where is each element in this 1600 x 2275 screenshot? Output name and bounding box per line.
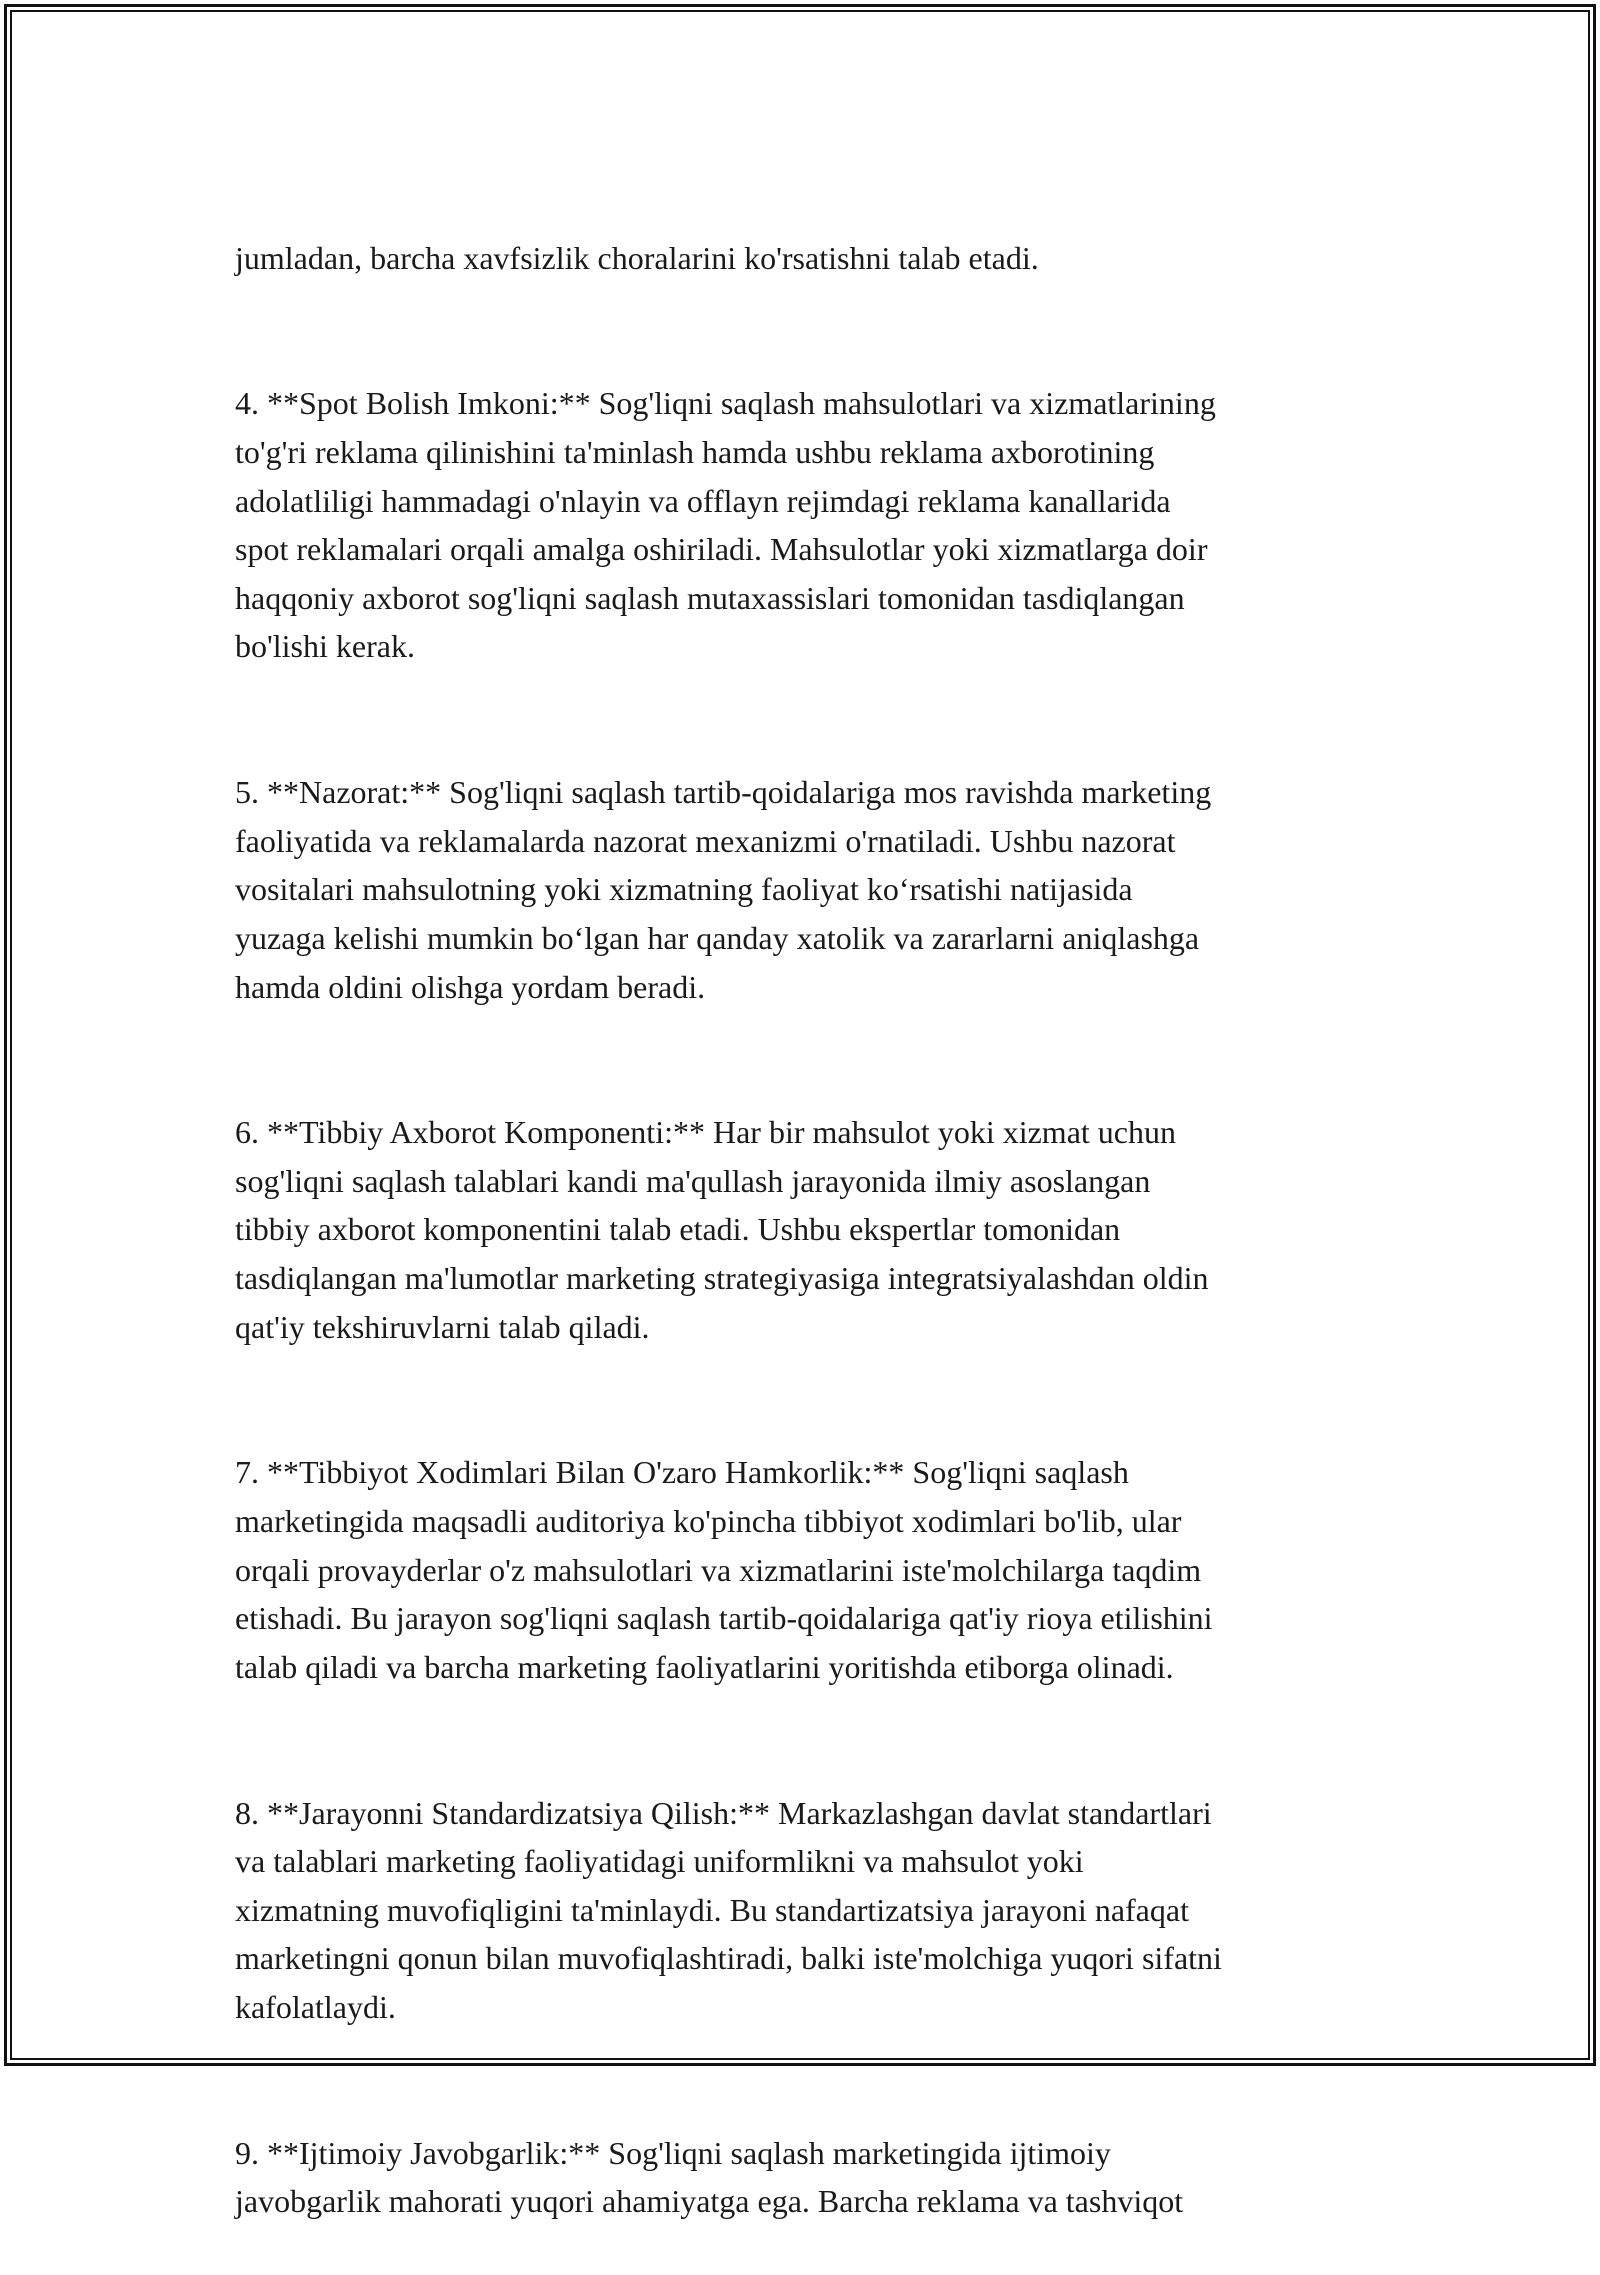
paragraph-item-6: 6. **Tibbiy Axborot Komponenti:** Har bir mahsulot yoki xizmat uchun sog'liqni saqlash talablari kandi ma'qullash jarayonida ilmiy asoslangan tibbiy axborot komponentini talab etadi. Ushbu ekspertlar tomonidan tasdiqlangan ma'lumotlar marketing strategiyasiga integratsiyalashdan oldin qat'iy tekshiruvlarni talab qiladi. xyxy=(235,1114,1209,1345)
paragraph-item-9: 9. **Ijtimoiy Javobgarlik:** Sog'liqni saqlash marketingida ijtimoiy javobgarlik mahorati yuqori ahamiyatga ega. Barcha reklama va tashviqot xyxy=(235,2134,1184,2220)
paragraph-item-7: 7. **Tibbiyot Xodimlari Bilan O'zaro Hamkorlik:** Sog'liqni saqlash marketingida maqsadli auditoriya ko'pincha tibbiyot xodimlari bo'lib, ular orqali provayderlar o'z mahsulotlari va xizmatlarini iste'molchilarga taqdim etishadi. Bu jarayon sog'liqni saqlash tartib-qoidalariga qat'iy rioya etilishini talab qiladi va barcha marketing faoliyatlarini yoritishda etiborga olinadi. xyxy=(235,1454,1213,1685)
paragraph-item-5: 5. **Nazorat:** Sog'liqni saqlash tartib-qoidalariga mos ravishda marketing faoliyatida va reklamalarda nazorat mexanizmi o'rnatiladi. Ushbu nazorat vositalari mahsulotning yoki xizmatning faoliyat koʻrsatishi natijasida yuzaga kelishi mumkin boʻlgan har qanday xatolik va zararlarni aniqlashga hamda oldini olishga yordam beradi. xyxy=(235,774,1212,1005)
paragraph-item-8: 8. **Jarayonni Standardizatsiya Qilish:** Markazlashgan davlat standartlari va talablari marketing faoliyatidagi uniformlikni va mahsulot yoki xizmatning muvofiqligini ta'minlaydi. Bu standartizatsiya jarayoni nafaqat marketingni qonun bilan muvofiqlashtiradi, balki iste'molchiga yuqori sifatni kafolatlaydi. xyxy=(235,1794,1222,2025)
paragraph-item-4: 4. **Spot Bolish Imkoni:** Sog'liqni saqlash mahsulotlari va xizmatlarining to'g'ri reklama qilinishini ta'minlash hamda ushbu reklama axborotining adolatliligi hammadagi o'nlayin va offlayn rejimdagi reklama kanallarida spot reklamalari orqali amalga oshiriladi. Mahsulotlar yoki xizmatlarga doir haqqoniy axborot sog'liqni saqlash mutaxassislari tomonidan tasdiqlangan bo'lishi kerak. xyxy=(235,385,1216,665)
paragraph-continuation: jumladan, barcha xavfsizlik choralarini ko'rsatishni talab etadi. xyxy=(235,239,1039,276)
document-body xyxy=(235,185,1395,2275)
